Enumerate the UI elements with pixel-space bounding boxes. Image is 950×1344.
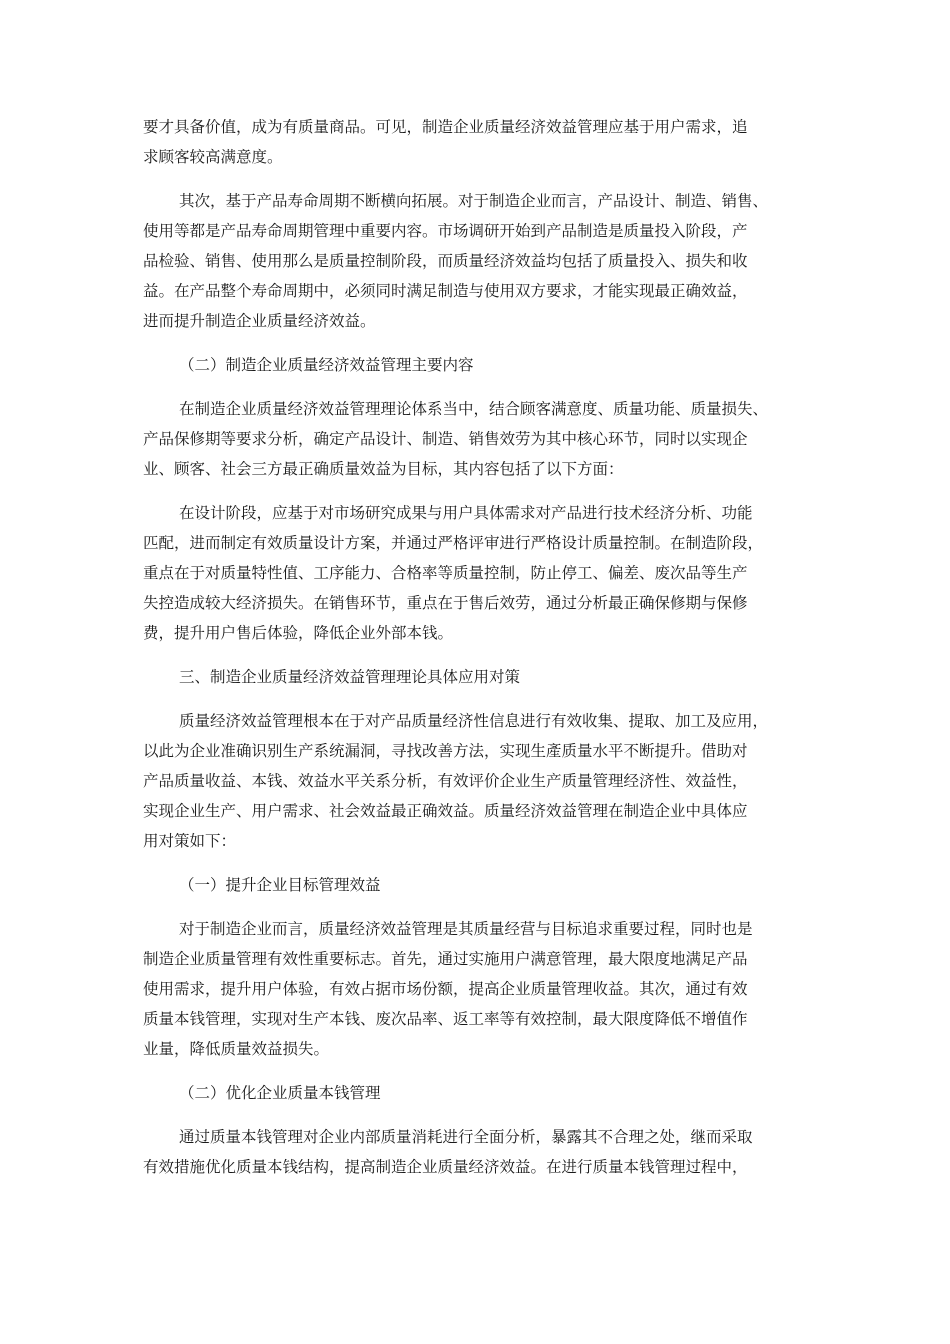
text-line: 产品质量收益、本钱、效益水平关系分析，有效评价企业生产质量管理经济性、效益性， [143, 772, 748, 790]
paragraph-design-stage [143, 498, 807, 648]
text-line: 进而提升制造企业质量经济效益。 [143, 312, 376, 330]
text-line: 业、顾客、社会三方最正确质量效益为目标，其内容包括了以下方面： [143, 460, 624, 478]
section-heading-application: 三、制造企业质量经济效益管理理论具体应用对策 [179, 668, 521, 686]
text-line: 业量，降低质量效益损失。 [143, 1040, 330, 1058]
text-line: 有效措施优化质量本钱结构，提高制造企业质量经济效益。在进行质量本钱管理过程中， [143, 1158, 748, 1176]
text-line: 品检验、销售、使用那么是质量控制阶段，而质量经济效益均包括了质量投入、损失和收 [143, 252, 748, 270]
text-line: 产品保修期等要求分析，确定产品设计、制造、销售效劳为其中核心环节，同时以实现企 [143, 430, 748, 448]
text-line: 求顾客较高满意度。 [143, 148, 283, 166]
document-page [143, 112, 807, 1196]
text-line: 质量经济效益管理根本在于对产品质量经济性信息进行有效收集、提取、加工及应用， [179, 712, 769, 730]
text-line: 失控造成较大经济损失。在销售环节，重点在于售后效劳，通过分析最正确保修期与保修 [143, 594, 748, 612]
paragraph-cost-management [143, 1122, 807, 1182]
text-line: 匹配，进而制定有效质量设计方案，并通过严格评审进行严格设计质量控制。在制造阶段， [143, 534, 764, 552]
text-line: 质量本钱管理，实现对生产本钱、废次品率、返工率等有效控制，最大限度降低不增值作 [143, 1010, 748, 1028]
paragraph-target-management [143, 914, 807, 1064]
paragraph-management-foundation [143, 706, 807, 856]
text-line: 实现企业生产、用户需求、社会效益最正确效益。质量经济效益管理在制造企业中具体应 [143, 802, 748, 820]
paragraph-user-demand-continued [143, 112, 807, 172]
subheading-target-management: （一）提升企业目标管理效益 [179, 876, 381, 894]
text-line: 重点在于对质量特性值、工序能力、合格率等质量控制，防止停工、偏差、废次品等生产 [143, 564, 748, 582]
text-line: 其次，基于产品寿命周期不断横向拓展。对于制造企业而言，产品设计、制造、销售、 [179, 192, 769, 210]
subheading-main-content: （二）制造企业质量经济效益管理主要内容 [179, 356, 474, 374]
paragraph-theory-system [143, 394, 807, 484]
text-line: 在设计阶段，应基于对市场研究成果与用户具体需求对产品进行技术经济分析、功能 [179, 504, 753, 522]
text-line: 使用需求，提升用户体验，有效占据市场份额，提高企业质量管理收益。其次，通过有效 [143, 980, 748, 998]
paragraph-product-lifecycle [143, 186, 807, 336]
text-line: 制造企业质量管理有效性重要标志。首先，通过实施用户满意管理，最大限度地满足产品 [143, 950, 748, 968]
text-line: 使用等都是产品寿命周期管理中重要内容。市场调研开始到产品制造是质量投入阶段，产 [143, 222, 748, 240]
text-line: 通过质量本钱管理对企业内部质量消耗进行全面分析，暴露其不合理之处，继而采取 [179, 1128, 753, 1146]
text-line: 益。在产品整个寿命周期中，必须同时满足制造与使用双方要求，才能实现最正确效益， [143, 282, 748, 300]
text-line: 用对策如下： [143, 832, 237, 850]
text-line: 以此为企业准确识别生产系统漏洞，寻找改善方法，实现生產质量水平不断提升。借助对 [143, 742, 748, 760]
text-line: 要才具备价值，成为有质量商品。可见，制造企业质量经济效益管理应基于用户需求，追 [143, 118, 748, 136]
text-line: 费，提升用户售后体验，降低企业外部本钱。 [143, 624, 454, 642]
text-line: 对于制造企业而言，质量经济效益管理是其质量经营与目标追求重要过程，同时也是 [179, 920, 753, 938]
text-line: 在制造企业质量经济效益管理理论体系当中，结合顾客满意度、质量功能、质量损失、 [179, 400, 769, 418]
subheading-cost-management: （二）优化企业质量本钱管理 [179, 1084, 381, 1102]
